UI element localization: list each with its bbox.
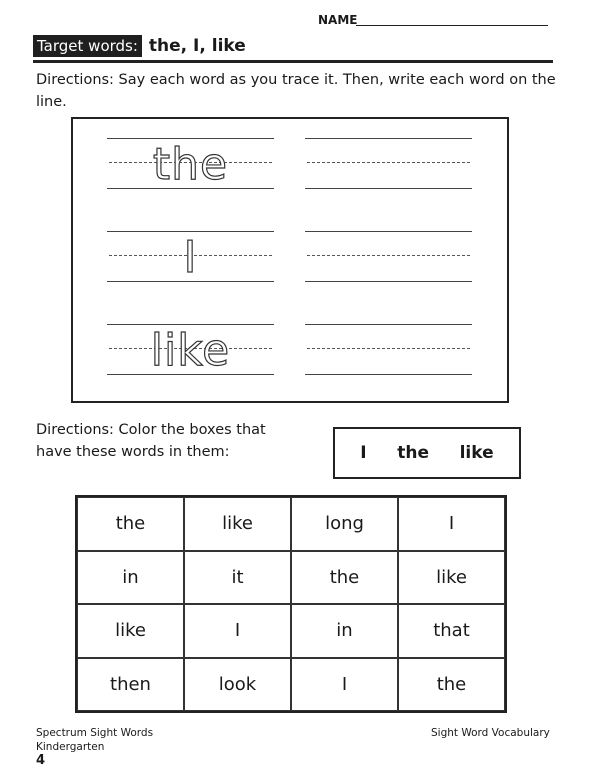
- grid-cell[interactable]: like: [398, 551, 505, 605]
- grid-cell[interactable]: the: [398, 658, 505, 712]
- name-label: NAME: [318, 13, 358, 27]
- grid-cell[interactable]: look: [184, 658, 291, 712]
- grid-cell[interactable]: I: [184, 604, 291, 658]
- title-tag: Target words:: [33, 35, 142, 57]
- grid-cell[interactable]: in: [291, 604, 398, 658]
- trace-line-set: [107, 138, 274, 190]
- write-line-set[interactable]: [305, 231, 472, 283]
- word-list-item: the: [397, 443, 429, 463]
- trace-box: [71, 117, 509, 403]
- write-line-set[interactable]: [305, 324, 472, 376]
- grid-cell[interactable]: like: [184, 497, 291, 551]
- grid-cell[interactable]: like: [77, 604, 184, 658]
- word-list-item: I: [360, 443, 367, 463]
- write-line-set[interactable]: [305, 138, 472, 190]
- grid-cell[interactable]: long: [291, 497, 398, 551]
- footer-series: Spectrum Sight Words: [36, 727, 154, 739]
- grid-cell[interactable]: I: [398, 497, 505, 551]
- trace-line-set: [107, 231, 274, 283]
- word-list-box: [333, 427, 521, 479]
- grid-cell[interactable]: then: [77, 658, 184, 712]
- grid-cell[interactable]: the: [77, 497, 184, 551]
- directions-trace: Directions: Say each word as you trace it. Then, write each word on the line.: [36, 72, 556, 110]
- word-list-item: like: [459, 443, 494, 463]
- name-line[interactable]: [356, 25, 548, 26]
- grid-cell[interactable]: the: [291, 551, 398, 605]
- page-number: 4: [36, 753, 46, 768]
- title-divider: [33, 60, 553, 63]
- trace-word: I: [183, 232, 198, 283]
- trace-line-set: [107, 324, 274, 376]
- trace-word: the: [152, 139, 229, 190]
- title-row: [33, 34, 246, 58]
- grid-cell[interactable]: in: [77, 551, 184, 605]
- footer-section: Sight Word Vocabulary: [431, 727, 550, 739]
- footer-grade: Kindergarten: [36, 741, 105, 753]
- grid-cell[interactable]: it: [184, 551, 291, 605]
- word-grid: [75, 495, 507, 713]
- grid-cell[interactable]: that: [398, 604, 505, 658]
- target-words: the, I, like: [148, 36, 246, 56]
- directions-color: Directions: Color the boxes that have these words in them:: [36, 422, 266, 460]
- grid-cell[interactable]: I: [291, 658, 398, 712]
- trace-word: like: [150, 325, 231, 376]
